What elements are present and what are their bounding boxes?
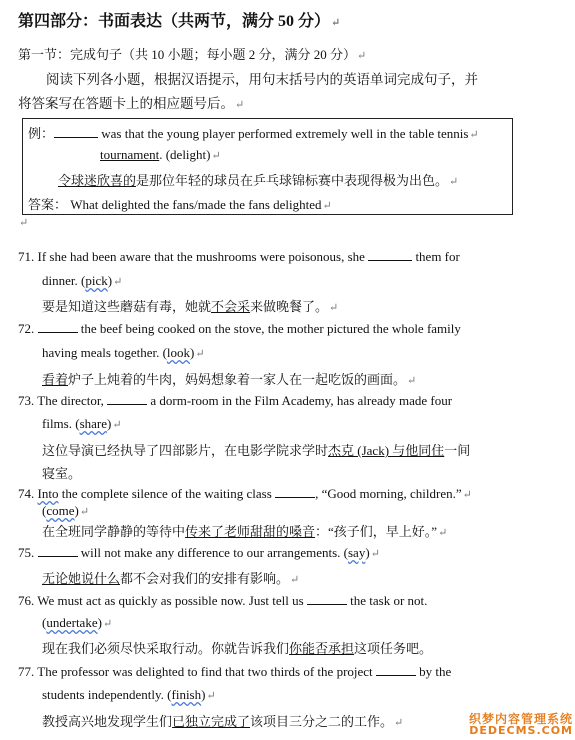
question-text: ) (107, 273, 113, 288)
question-text: students independently. ( (42, 687, 172, 702)
question-text: We must act as quickly as possible now. Just tell us (37, 593, 304, 608)
hint-word: undertake (46, 615, 98, 630)
return-mark-icon: ↵ (290, 574, 300, 586)
question-text: dinner. ( (42, 273, 86, 288)
example-line1 (28, 123, 479, 142)
question-77-chinese (42, 711, 403, 730)
return-mark-icon: ↵ (195, 348, 205, 360)
hint-word: share (79, 416, 107, 431)
cn-text: 该项目三分之二的工作。 (250, 714, 394, 729)
question-text: , “Good morning, children.” (315, 486, 462, 501)
question-text: Into (37, 486, 59, 501)
question-number: 74. (18, 486, 35, 501)
return-mark-icon: ↵ (469, 129, 479, 141)
return-mark-icon: ↵ (113, 276, 123, 288)
return-mark-icon: ↵ (331, 17, 341, 29)
question-72-line2 (42, 345, 205, 361)
cn-underlined: 不会采 (211, 299, 251, 314)
question-77-line1 (18, 664, 451, 680)
question-73-line2 (42, 416, 122, 432)
return-mark-icon: ↵ (112, 419, 122, 431)
instructions-line2-text: 将答案写在答题卡上的相应题号后。 (18, 96, 234, 111)
answer-blank (275, 496, 315, 498)
question-text: ) (107, 416, 112, 431)
question-73-line1 (18, 393, 452, 409)
return-mark-icon: ↵ (235, 99, 245, 111)
question-73-chinese-line2 (42, 463, 81, 482)
hint-word: pick (85, 273, 108, 288)
answer-blank (376, 674, 416, 676)
return-mark-icon: ↵ (19, 217, 29, 229)
question-text: The professor was delighted to find that two thirds of the project (37, 664, 373, 679)
question-71-chinese (42, 296, 338, 315)
cn-text: 要是知道这些蘑菇有毒，她就 (42, 299, 212, 314)
cn-text: 教授高兴地发现学生们 (42, 714, 173, 729)
return-mark-icon: ↵ (79, 506, 90, 518)
example-answer (28, 194, 332, 213)
cn-text: 现在我们必须尽快采取行动。你就告诉我们 (42, 641, 290, 656)
cn-text: 来做晚餐了。 (250, 299, 329, 314)
return-mark-icon: ↵ (407, 375, 417, 387)
question-71-line1 (18, 249, 460, 265)
question-text: ) (201, 687, 206, 702)
answer-label: 答案： (28, 197, 68, 212)
question-74-chinese (42, 521, 447, 540)
question-text: ) (190, 345, 195, 360)
cn-text: 都不会对我们的安排有影响。 (120, 571, 290, 586)
example-hint: . (delight) (159, 147, 211, 162)
part1-title (18, 44, 366, 63)
question-76-chinese (42, 638, 432, 657)
question-75-chinese (42, 568, 299, 587)
question-text: The director, (37, 393, 104, 408)
question-text: ) (97, 615, 102, 630)
return-mark-icon: ↵ (438, 527, 448, 539)
return-mark-icon: ↵ (102, 618, 113, 630)
question-text: will not make any difference to our arrangements. ( (80, 545, 348, 560)
question-77-line2 (42, 687, 216, 703)
example-sentence: was that the young player performed extremely well in the table tennis (101, 126, 469, 141)
question-text: the beef being cooked on the stove, the mother pictured the whole family (80, 321, 461, 336)
example-cn-rest: 是那位年轻的球员在乒乓球锦标赛中表现得极为出色。 (136, 173, 449, 188)
return-mark-icon: ↵ (206, 690, 216, 702)
question-text: a dorm-room in the Film Academy, has already made four (150, 393, 453, 408)
question-72-chinese (42, 369, 416, 388)
question-71-line2 (42, 273, 122, 289)
question-number: 75. (18, 545, 35, 560)
example-cn-underlined: 令球迷欣喜的 (58, 173, 137, 188)
question-number: 72. (18, 321, 35, 336)
cn-underlined: 你能否承担 (289, 641, 355, 656)
watermark-en: DEDECMS.COM (469, 724, 573, 738)
question-text: If she had been aware that the mushrooms were poisonous, she (37, 249, 365, 264)
question-text: films. ( (42, 416, 80, 431)
question-number: 73. (18, 393, 35, 408)
hint-word: come (46, 503, 75, 518)
return-mark-icon: ↵ (370, 548, 380, 560)
instructions-line2 (18, 92, 244, 112)
question-74-line1 (18, 486, 472, 502)
cn-text: 一间 (444, 443, 471, 458)
return-mark-icon: ↵ (394, 717, 404, 729)
example-word: tournament (100, 147, 160, 162)
answer-blank (368, 259, 412, 261)
return-mark-icon: ↵ (322, 200, 332, 212)
watermark (469, 713, 573, 737)
cn-underlined: 无论她说什么 (42, 571, 121, 586)
question-74-line2 (42, 503, 89, 519)
cn-underlined: 杰克 (Jack) 与他同住 (328, 443, 445, 458)
answer-blank (38, 555, 78, 557)
example-line2 (100, 147, 221, 163)
cn-text: 这位导演已经执导了四部影片，在电影学院求学时 (42, 443, 329, 458)
question-number: 77. (18, 664, 35, 679)
question-text: ( (42, 615, 47, 630)
cn-underlined: 看着 (42, 372, 69, 387)
cn-text: 寝室。 (42, 466, 82, 481)
return-mark-icon: ↵ (329, 302, 339, 314)
question-text: ) (365, 545, 370, 560)
cn-text: ：“孩子们，早上好。” (315, 524, 438, 539)
cn-underlined: 传来了老师甜甜的嗓音 (185, 524, 316, 539)
cn-text: 在全班同学静静的等待中 (42, 524, 186, 539)
question-text: the complete silence of the waiting class (61, 486, 272, 501)
question-76-line1 (18, 593, 427, 609)
question-text: them for (415, 249, 460, 264)
hint-word: say (348, 545, 366, 560)
question-75-line1 (18, 545, 380, 561)
question-73-chinese (42, 440, 470, 459)
section-title (18, 8, 340, 31)
hint-word: look (166, 345, 191, 360)
answer-text: What delighted the fans/made the fans delighted (70, 197, 322, 212)
question-text: by the (419, 664, 452, 679)
answer-blank (107, 403, 147, 405)
question-number: 71. (18, 249, 35, 264)
watermark-cn: 织梦内容管理系统 (468, 711, 573, 726)
section-title-text: 第四部分：书面表达（共两节，满分 50 分） (18, 13, 331, 30)
question-number: 76. (18, 593, 35, 608)
answer-blank (54, 136, 98, 138)
cn-text: 这项任务吧。 (354, 641, 433, 656)
part1-title-text: 第一节：完成句子（共 10 小题；每小题 2 分，满分 20 分） (18, 47, 357, 62)
cn-text: 炉子上炖着的牛肉，妈妈想象着一家人在一起吃饭的画面。 (68, 372, 407, 387)
cn-underlined: 已独立完成了 (172, 714, 251, 729)
example-chinese (58, 170, 458, 189)
answer-blank (38, 331, 78, 333)
example-label: 例： (28, 126, 55, 141)
return-mark-icon: ↵ (462, 489, 472, 501)
question-text: ) (74, 503, 79, 518)
question-text: the task or not. (350, 593, 428, 608)
question-76-line2 (42, 615, 112, 631)
instructions-line1: 阅读下列各小题，根据汉语提示，用句末括号内的英语单词完成句子，并 (46, 72, 478, 87)
return-mark-icon: ↵ (449, 176, 459, 188)
answer-blank (307, 603, 347, 605)
return-mark-icon: ↵ (211, 150, 221, 162)
hint-word: finish (171, 687, 202, 702)
question-text: having meals together. ( (42, 345, 167, 360)
return-mark-icon: ↵ (357, 50, 367, 62)
question-text: ( (42, 503, 47, 518)
question-72-line1 (18, 321, 461, 337)
